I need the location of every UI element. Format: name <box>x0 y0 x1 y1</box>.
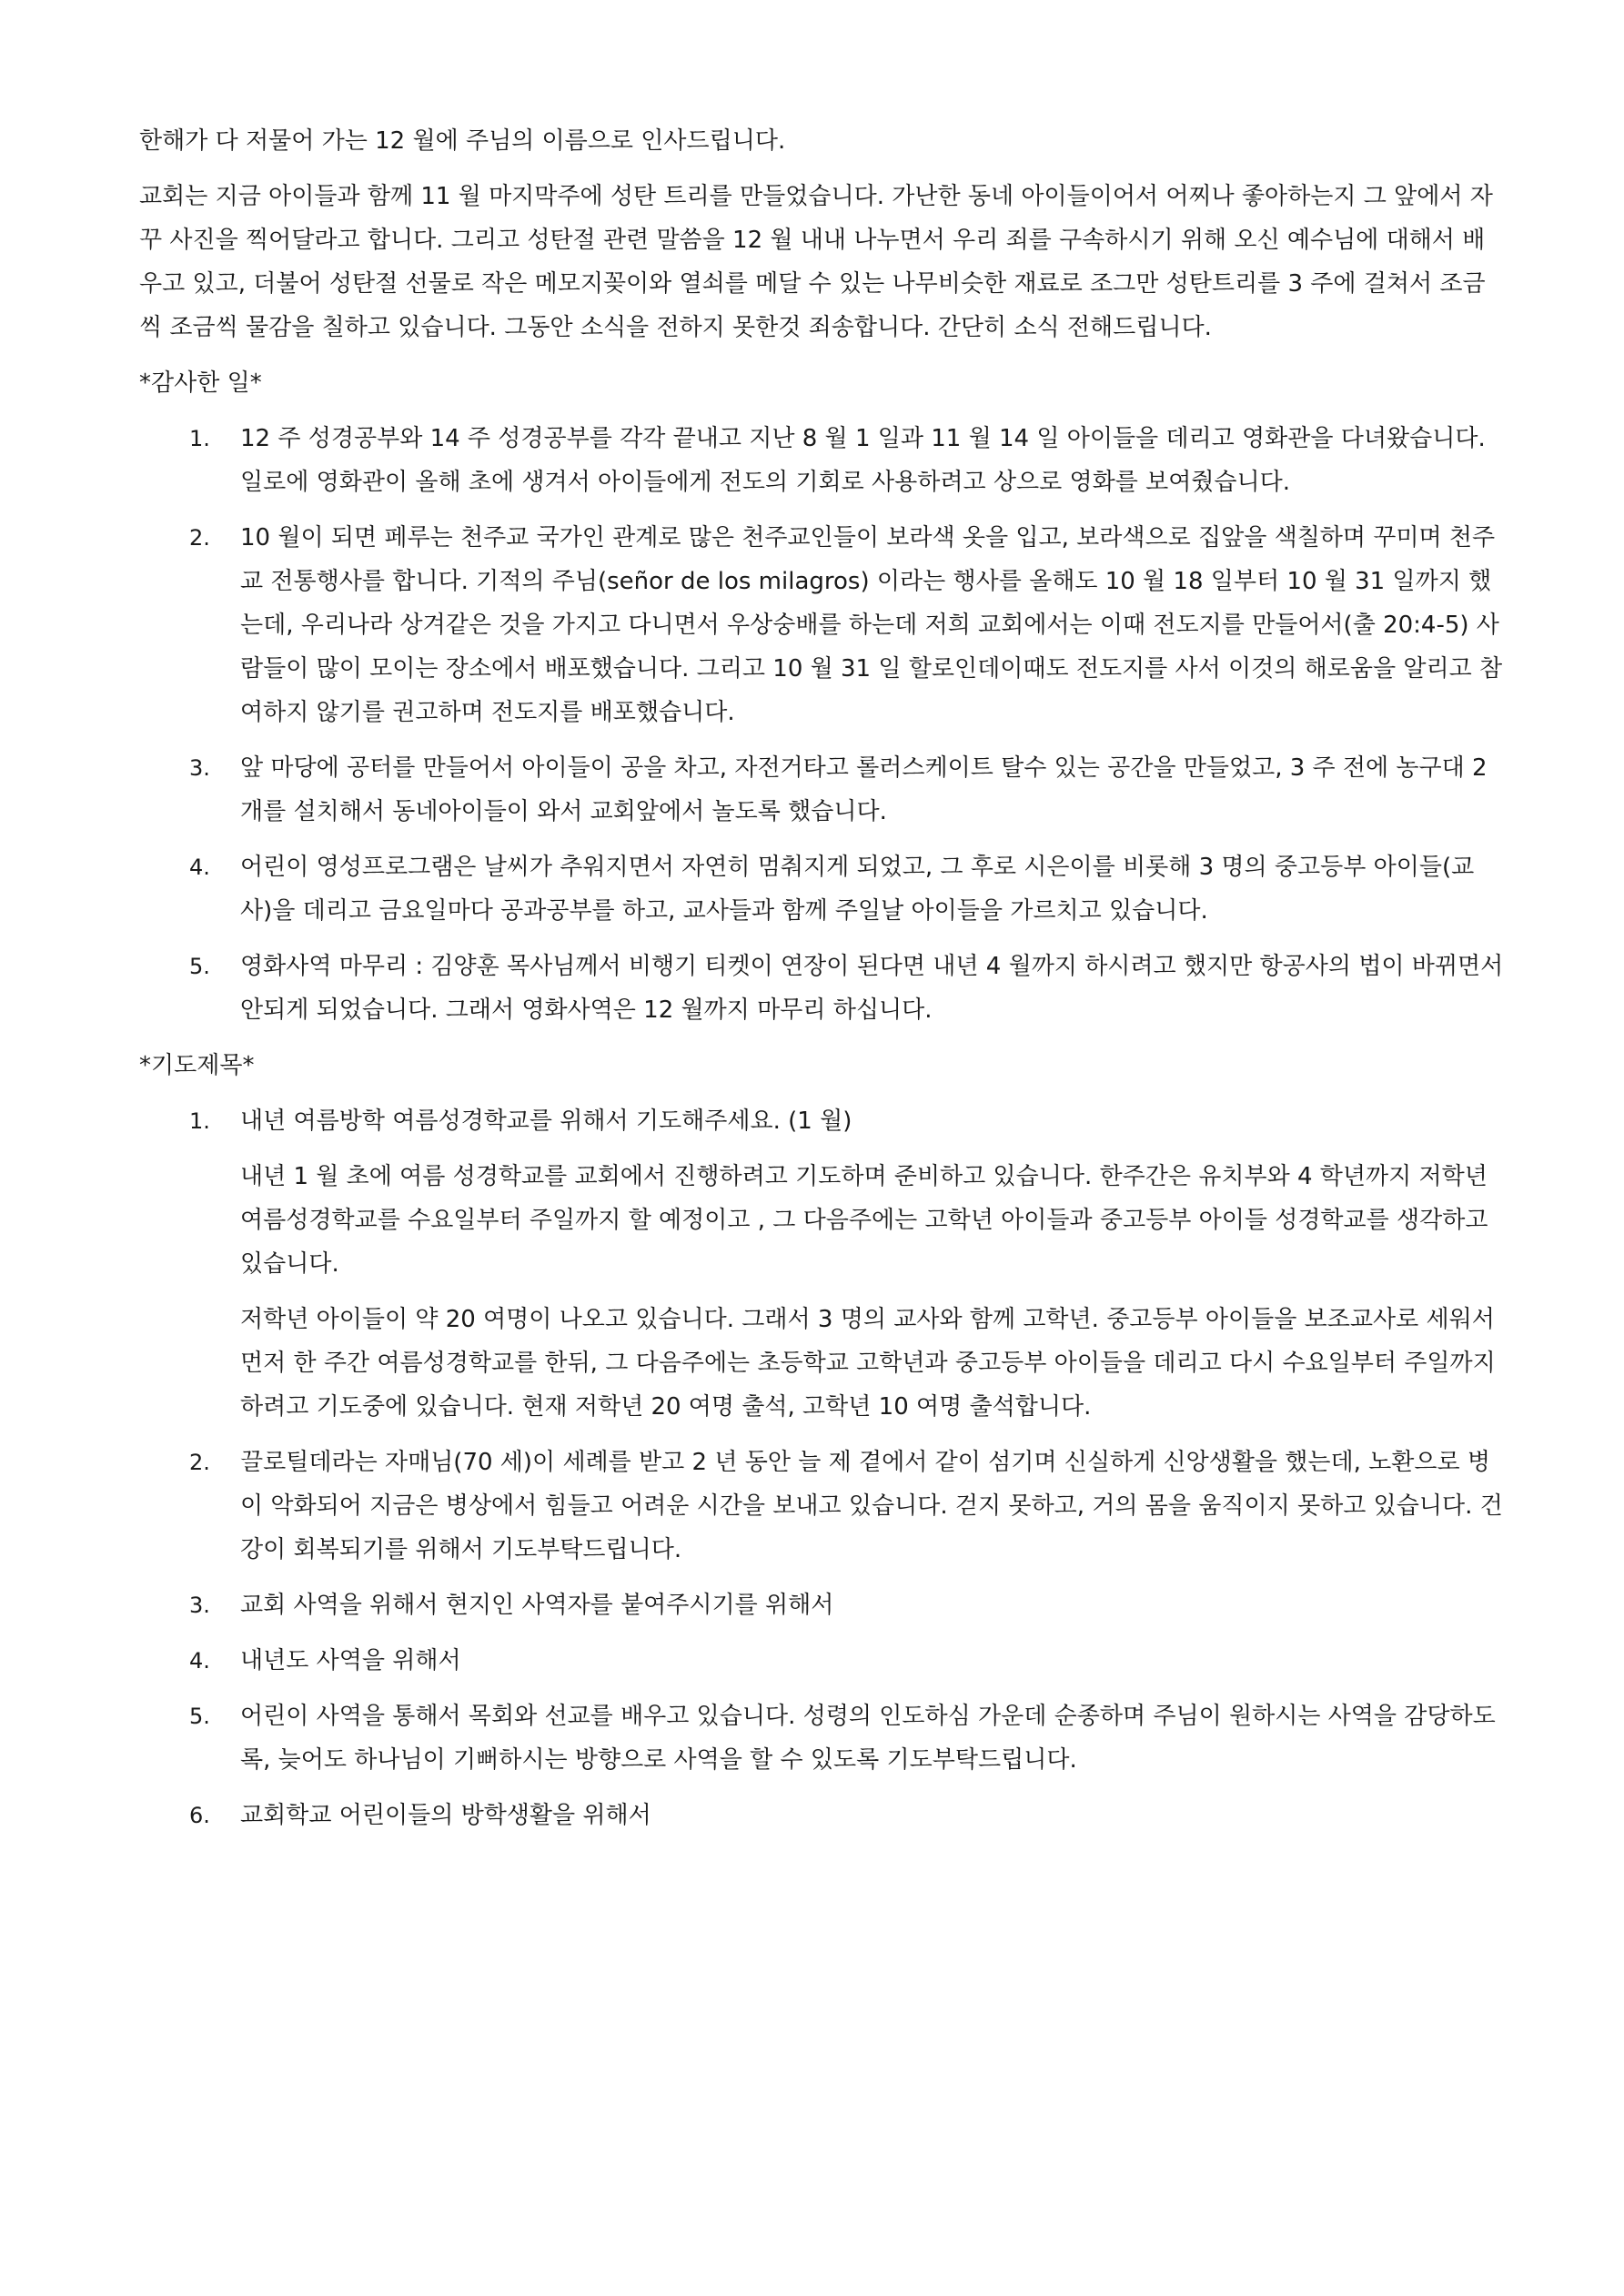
prayer-item-detail: 내년 1 월 초에 여름 성경학교를 교회에서 진행하려고 기도하며 준비하고 있습니다. 한주간은 유치부와 4 학년까지 저학년 여름성경학교를 수요일부터 주일까지 할 예정이고 , 그 다음주에는 고학년 아이들과 중고등부 아이들 성경학교를 생각하고 있습니다. <box>240 1163 1488 1278</box>
prayer-item-detail: 저학년 아이들이 약 20 여명이 나오고 있습니다. 그래서 3 명의 교사와 함께 고학년. 중고등부 아이들을 보조교사로 세워서 먼저 한 주간 여름성경학교를 한뒤, 그 다음주에는 초등학교 고학년과 중고등부 아이들을 데리고 다시 수요일부터 주일까지 하려고 기도중에 있습니다. 현재 저학년 20 여명 출석, 고학년 10 여명 출석합니다. <box>240 1306 1496 1421</box>
list-number: 2. <box>189 1450 210 1475</box>
thanks-item-5 <box>139 945 1506 1032</box>
list-number: 4. <box>189 855 210 880</box>
prayer-item-5 <box>139 1694 1506 1782</box>
thanks-item-1 <box>139 417 1506 504</box>
prayer-item-1 <box>139 1099 1506 1429</box>
prayer-item-text: 어린이 사역을 통해서 목회와 선교를 배우고 있습니다. 성령의 인도하심 가운데 순종하며 주님이 원하시는 사역을 감당하도록, 늦어도 하나님이 기뻐하시는 방향으로 사역을 할 수 있도록 기도부탁드립니다. <box>240 1703 1496 1774</box>
prayer-list <box>139 1099 1506 1837</box>
prayer-item-3 <box>139 1583 1506 1627</box>
thanks-heading: *감사한 일* <box>139 369 262 397</box>
thanks-item-text: 영화사역 마무리 : 김양훈 목사님께서 비행기 티켓이 연장이 된다면 내년 4 월까지 하시려고 했지만 항공사의 법이 바뀌면서 안되게 되었습니다. 그래서 영화사역은 12 월까지 마무리 하십니다. <box>240 953 1504 1024</box>
prayer-item-text: 교회학교 어린이들의 방학생활을 위해서 <box>240 1802 651 1829</box>
list-number: 5. <box>189 1704 210 1729</box>
thanks-item-text: 10 월이 되면 페루는 천주교 국가인 관계로 많은 천주교인들이 보라색 옷을 입고, 보라색으로 집앞을 색칠하며 꾸미며 천주교 전통행사를 합니다. 기적의 주님(señor de los milagros) 이라는 행사를 올해도 10 월 18 일부터 10 월 31 일까지 했는데, 우리나라 상겨같은 것을 가지고 다니면서 우상숭배를 하는데 저희 교회에서는 이때 전도지를 만들어서(출 20:4-5) 사람들이 많이 모이는 장소에서 배포했습니다. 그리고 10 월 31 일 할로인데이때도 전도지를 사서 이것의 해로움을 알리고 참여하지 않기를 권고하며 전도지를 배포했습니다. <box>240 524 1503 726</box>
prayer-item-text: 내년도 사역을 위해서 <box>240 1647 461 1674</box>
thanks-item-2 <box>139 516 1506 734</box>
list-number: 1. <box>189 1108 210 1134</box>
prayer-item-2 <box>139 1441 1506 1572</box>
list-number: 6. <box>189 1803 210 1828</box>
thanks-list <box>139 417 1506 1032</box>
greeting-paragraph: 한해가 다 저물어 가는 12 월에 주님의 이름으로 인사드립니다. <box>139 127 786 155</box>
list-number: 3. <box>189 1593 210 1618</box>
thanks-item-4 <box>139 845 1506 933</box>
thanks-item-3 <box>139 746 1506 834</box>
prayer-item-4 <box>139 1639 1506 1683</box>
prayer-heading: *기도제목* <box>139 1052 255 1079</box>
thanks-item-text: 어린이 영성프로그램은 날씨가 추워지면서 자연히 멈춰지게 되었고, 그 후로 시은이를 비롯해 3 명의 중고등부 아이들(교사)을 데리고 금요일마다 공과공부를 하고, 교사들과 함께 주일날 아이들을 가르치고 있습니다. <box>240 854 1475 925</box>
prayer-item-text: 끌로틸데라는 자매님(70 세)이 세례를 받고 2 년 동안 늘 제 곁에서 같이 섬기며 신실하게 신앙생활을 했는데, 노환으로 병이 악화되어 지금은 병상에서 힘들고 어려운 시간을 보내고 있습니다. 걷지 못하고, 거의 몸을 움직이지 못하고 있습니다. 건강이 회복되기를 위해서 기도부탁드립니다. <box>240 1449 1503 1563</box>
list-number: 5. <box>189 954 210 979</box>
thanks-item-text: 앞 마당에 공터를 만들어서 아이들이 공을 차고, 자전거타고 롤러스케이트 탈수 있는 공간을 만들었고, 3 주 전에 농구대 2 개를 설치해서 동네아이들이 와서 교회앞에서 놀도록 했습니다. <box>240 754 1488 825</box>
thanks-item-text: 12 주 성경공부와 14 주 성경공부를 각각 끝내고 지난 8 월 1 일과 11 월 14 일 아이들을 데리고 영화관을 다녀왔습니다. 일로에 영화관이 올해 초에 생겨서 아이들에게 전도의 기회로 사용하려고 상으로 영화를 보여줬습니다. <box>240 425 1486 496</box>
news-paragraph: 교회는 지금 아이들과 함께 11 월 마지막주에 성탄 트리를 만들었습니다. 가난한 동네 아이들이어서 어찌나 좋아하는지 그 앞에서 자꾸 사진을 찍어달라고 합니다. 그리고 성탄절 관련 말씀을 12 월 내내 나누면서 우리 죄를 구속하시기 위해 오신 예수님에 대해서 배우고 있고, 더불어 성탄절 선물로 작은 메모지꽂이와 열쇠를 메달 수 있는 나무비슷한 재료로 조그만 성탄트리를 3 주에 걸쳐서 조금씩 조금씩 물감을 칠하고 있습니다. 그동안 소식을 전하지 못한것 죄송합니다. 간단히 소식 전해드립니다. <box>139 183 1493 341</box>
list-number: 4. <box>189 1648 210 1674</box>
prayer-item-title: 내년 여름방학 여름성경학교를 위해서 기도해주세요. (1 월) <box>240 1108 852 1135</box>
prayer-item-text: 교회 사역을 위해서 현지인 사역자를 붙여주시기를 위해서 <box>240 1592 834 1619</box>
list-number: 1. <box>189 426 210 451</box>
prayer-item-6 <box>139 1794 1506 1837</box>
list-number: 2. <box>189 525 210 551</box>
list-number: 3. <box>189 755 210 781</box>
